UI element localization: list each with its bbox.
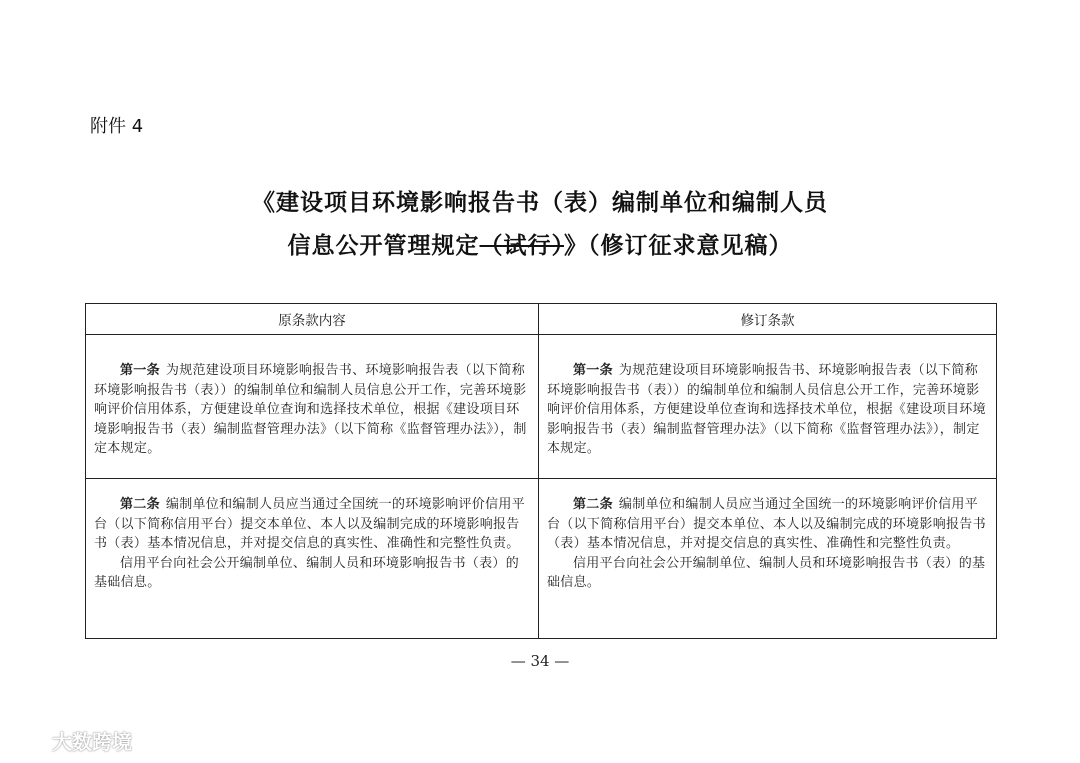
title-struck-text: （试行） (479, 233, 564, 259)
original-article-1-cell (86, 335, 539, 479)
article-label: 第二条 (120, 497, 160, 512)
table-row (86, 335, 997, 479)
paragraph (94, 361, 530, 459)
paragraph (94, 495, 530, 554)
watermark-text: 大数跨境 (52, 730, 132, 754)
paragraph: 信用平台向社会公开编制单位、编制人员和环境影响报告书（表）的基础信息。 (547, 555, 986, 590)
brand-logo-icon (6, 730, 48, 752)
revised-article-2-cell (539, 479, 997, 639)
article-text: 编制单位和编制人员应当通过全国统一的环境影响评价信用平台（以下简称信用平台）提交本单位、本人以及编制完成的环境影响报告书（表）基本情况信息，并对提交信息的真实性、准确性和完整性负责。 (94, 497, 526, 551)
article-text: 为规范建设项目环境影响报告书、环境影响报告表（以下简称环境影响报告书（表））的编制单位和编制人员信息公开工作，完善环境影响评价信用体系，方便建设单位查询和选择技术单位，根据《建设项目环境影响报告书（表）编制监督管理办法》（以下简称《监督管理办法》），制定本规定。 (94, 363, 527, 456)
paragraph: 信用平台向社会公开编制单位、编制人员和环境影响报告书（表）的基础信息。 (94, 555, 520, 590)
page-number: — 34 — (510, 652, 570, 670)
table-row (86, 479, 997, 639)
watermark (6, 726, 132, 755)
title-suffix: 》（修订征求意见稿） (564, 233, 793, 259)
table-header-row (86, 304, 997, 335)
article-label: 第二条 (573, 497, 613, 512)
attachment-label: 附件 4 (90, 116, 144, 137)
paragraph (547, 495, 988, 554)
header-original: 原条款内容 (86, 304, 539, 335)
header-revised: 修订条款 (539, 304, 997, 335)
paragraph (547, 361, 988, 459)
revision-comparison-table (85, 303, 997, 639)
article-label: 第一条 (120, 363, 160, 378)
original-article-2-cell (86, 479, 539, 639)
revised-article-1-cell (539, 335, 997, 479)
article-text: 编制单位和编制人员应当通过全国统一的环境影响评价信用平台（以下简称信用平台）提交本单位、本人以及编制完成的环境影响报告书（表）基本情况信息，并对提交信息的真实性、准确性和完整性负责。 (547, 497, 986, 551)
article-label: 第一条 (573, 363, 613, 378)
document-title-line-2 (0, 227, 1080, 260)
document-title-line-1: 《建设项目环境影响报告书（表）编制单位和编制人员 (252, 190, 828, 216)
article-text: 为规范建设项目环境影响报告书、环境影响报告表（以下简称环境影响报告书（表））的编制单位和编制人员信息公开工作，完善环境影响评价信用体系，方便建设单位查询和选择技术单位，根据《建设项目环境影响报告书（表）编制监督管理办法》（以下简称《监督管理办法》），制定本规定。 (547, 363, 986, 456)
title-prefix: 信息公开管理规定 (287, 233, 480, 259)
